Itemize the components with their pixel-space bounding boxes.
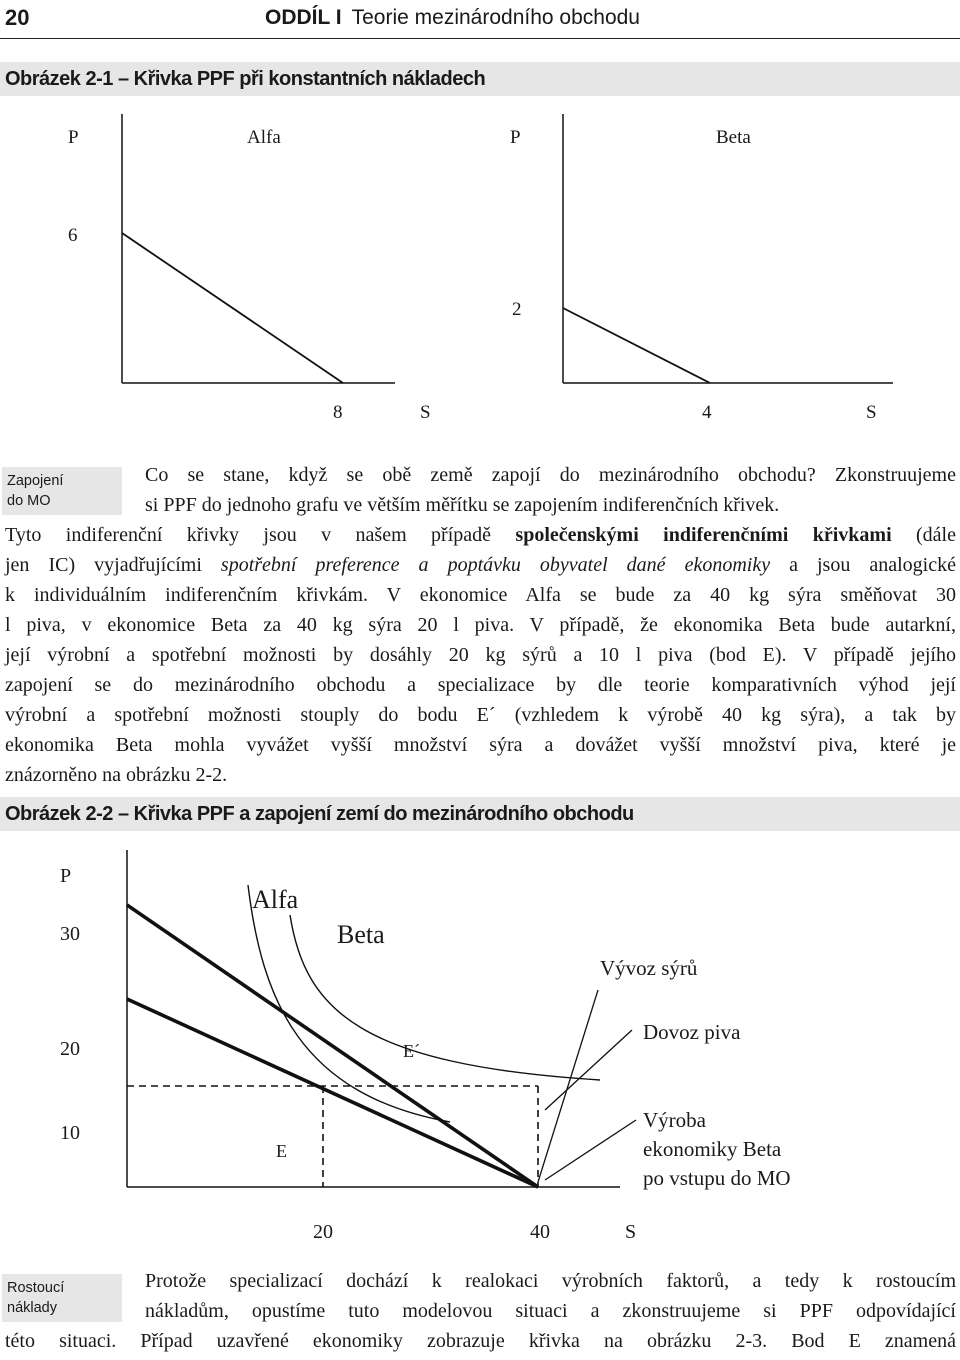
fig2-arrow-vyvoz-syru <box>538 990 598 1182</box>
figure1-caption-text: Obrázek 2-1 – Křivka PPF při konstantních nákladech <box>5 68 486 90</box>
margin-note-line: do MO <box>7 493 51 509</box>
italic-term: spotřební preference a poptávku obyvatel dané ekonomiky <box>220 554 771 576</box>
p1-line: její výrobní a spotřební možnosti by dosáhly 20 kg sýrů a 10 l piva (bod E). V případě jejího <box>5 644 956 666</box>
paragraph-2 <box>5 1266 956 1356</box>
p1-line: jen IC) vyjadřujícími spotřební preference a poptávku obyvatel dané ekonomiky a jsou analogické <box>5 554 956 576</box>
header-rule <box>0 38 960 39</box>
p1-line: zapojení se do mezinárodního obchodu a specializace by dle teorie komparativních výhod její <box>5 674 956 696</box>
fig2-y-tick-20: 20 <box>60 1038 80 1060</box>
p1-line: Co se stane, když se obě země zapojí do mezinárodního obchodu? Zkonstruujeme <box>145 464 956 486</box>
p1-line: ekonomika Beta mohla vyvážet vyšší množství sýra a dovážet vyšší množství piva, které je <box>5 734 956 756</box>
fig1-alfa-ppf-line <box>122 233 343 383</box>
figure2-chart <box>0 840 960 1250</box>
fig2-alfa-ppf-line <box>127 905 538 1187</box>
page-number: 20 <box>5 5 30 30</box>
section-label: ODDÍL I <box>265 6 342 29</box>
figure1-chart <box>0 100 960 430</box>
fig2-annotation-vyroba-1: Výroba <box>643 1108 706 1132</box>
fig1-beta-ylabel: P <box>510 127 521 148</box>
fig1-alfa-title: Alfa <box>247 127 281 148</box>
fig1-alfa-ylabel: P <box>68 127 79 148</box>
figure2-caption <box>0 797 960 831</box>
p1-line: k individuálním indiferenčním křivkám. V ekonomice Alfa se bude za 40 kg sýra směňovat 30 <box>5 584 956 606</box>
fig2-x-tick-20: 20 <box>313 1221 333 1243</box>
p1-line: výrobní a spotřební možnosti stouply do bodu E´ (vzhledem k výrobě 40 kg sýra), a tak by <box>5 704 956 726</box>
fig1-beta-ppf-line <box>563 308 710 383</box>
fig2-beta-ppf-line <box>127 999 538 1187</box>
p2-line: této situaci. Případ uzavřené ekonomiky zobrazuje křivka na obrázku 2-3. Bod E znamená <box>5 1330 956 1352</box>
fig2-series-label-beta: Beta <box>337 920 385 949</box>
p1-line: znázorněno na obrázku 2-2. <box>5 764 228 786</box>
fig2-annotation-dovoz: Dovoz piva <box>643 1020 741 1044</box>
margin-note-line: Rostoucí <box>7 1280 65 1296</box>
margin-note-line: náklady <box>7 1300 57 1316</box>
bold-term: společenskými indiferenčními křivkami <box>515 524 892 546</box>
fig1-alfa-y-tick: 6 <box>68 225 78 246</box>
p1-line: l piva, v ekonomice Beta za 40 kg sýra 20 l piva. V případě, že ekonomika Beta bude autarkní, <box>5 614 956 636</box>
fig2-y-tick-30: 30 <box>60 923 80 945</box>
figure2-caption-text: Obrázek 2-2 – Křivka PPF a zapojení zemí do mezinárodního obchodu <box>5 803 634 825</box>
fig2-annotation-vyroba-2: ekonomiky Beta <box>643 1137 782 1161</box>
fig2-xlabel: S <box>625 1221 637 1243</box>
fig2-annotation-vyroba-3: po vstupu do MO <box>643 1166 791 1190</box>
fig2-annotation-vyvoz: Vývoz sýrů <box>600 956 698 980</box>
p1-line: Tyto indiferenční křivky jsou v našem případě společenskými indiferenčními křivkami (dále <box>5 524 956 546</box>
fig2-y-tick-10: 10 <box>60 1122 80 1144</box>
section-title <box>265 6 640 30</box>
fig1-beta-x-tick: 4 <box>702 402 712 423</box>
p2-line: Protože specializací dochází k realokaci výrobních faktorů, a tedy k rostoucím <box>145 1270 956 1292</box>
fig1-alfa-x-tick: 8 <box>333 402 343 423</box>
fig1-beta-xlabel: S <box>866 402 877 423</box>
margin-note-line: Zapojení <box>7 473 64 489</box>
fig2-x-tick-40: 40 <box>530 1221 550 1243</box>
figure1-caption <box>0 62 960 96</box>
fig1-beta-y-tick: 2 <box>512 299 522 320</box>
fig2-point-label-e-prime: E´ <box>403 1041 420 1061</box>
section-name: Teorie mezinárodního obchodu <box>351 6 640 29</box>
fig2-series-label-alfa: Alfa <box>252 885 299 914</box>
running-header <box>0 0 960 40</box>
fig2-ylabel: P <box>60 865 72 887</box>
fig2-point-label-e: E <box>276 1141 287 1161</box>
fig1-beta-title: Beta <box>716 127 751 148</box>
p2-line: nákladům, opustíme tuto modelovou situaci a zkonstruujeme si PPF odpovídající <box>145 1300 956 1322</box>
fig2-arrow-dovoz-piva <box>545 1030 632 1110</box>
p1-line: si PPF do jednoho grafu ve větším měřítku se zapojením indiferenčních křivek. <box>145 494 780 516</box>
fig1-alfa-xlabel: S <box>420 402 431 423</box>
fig2-arrow-vyroba <box>545 1120 636 1180</box>
paragraph-1 <box>5 460 956 790</box>
